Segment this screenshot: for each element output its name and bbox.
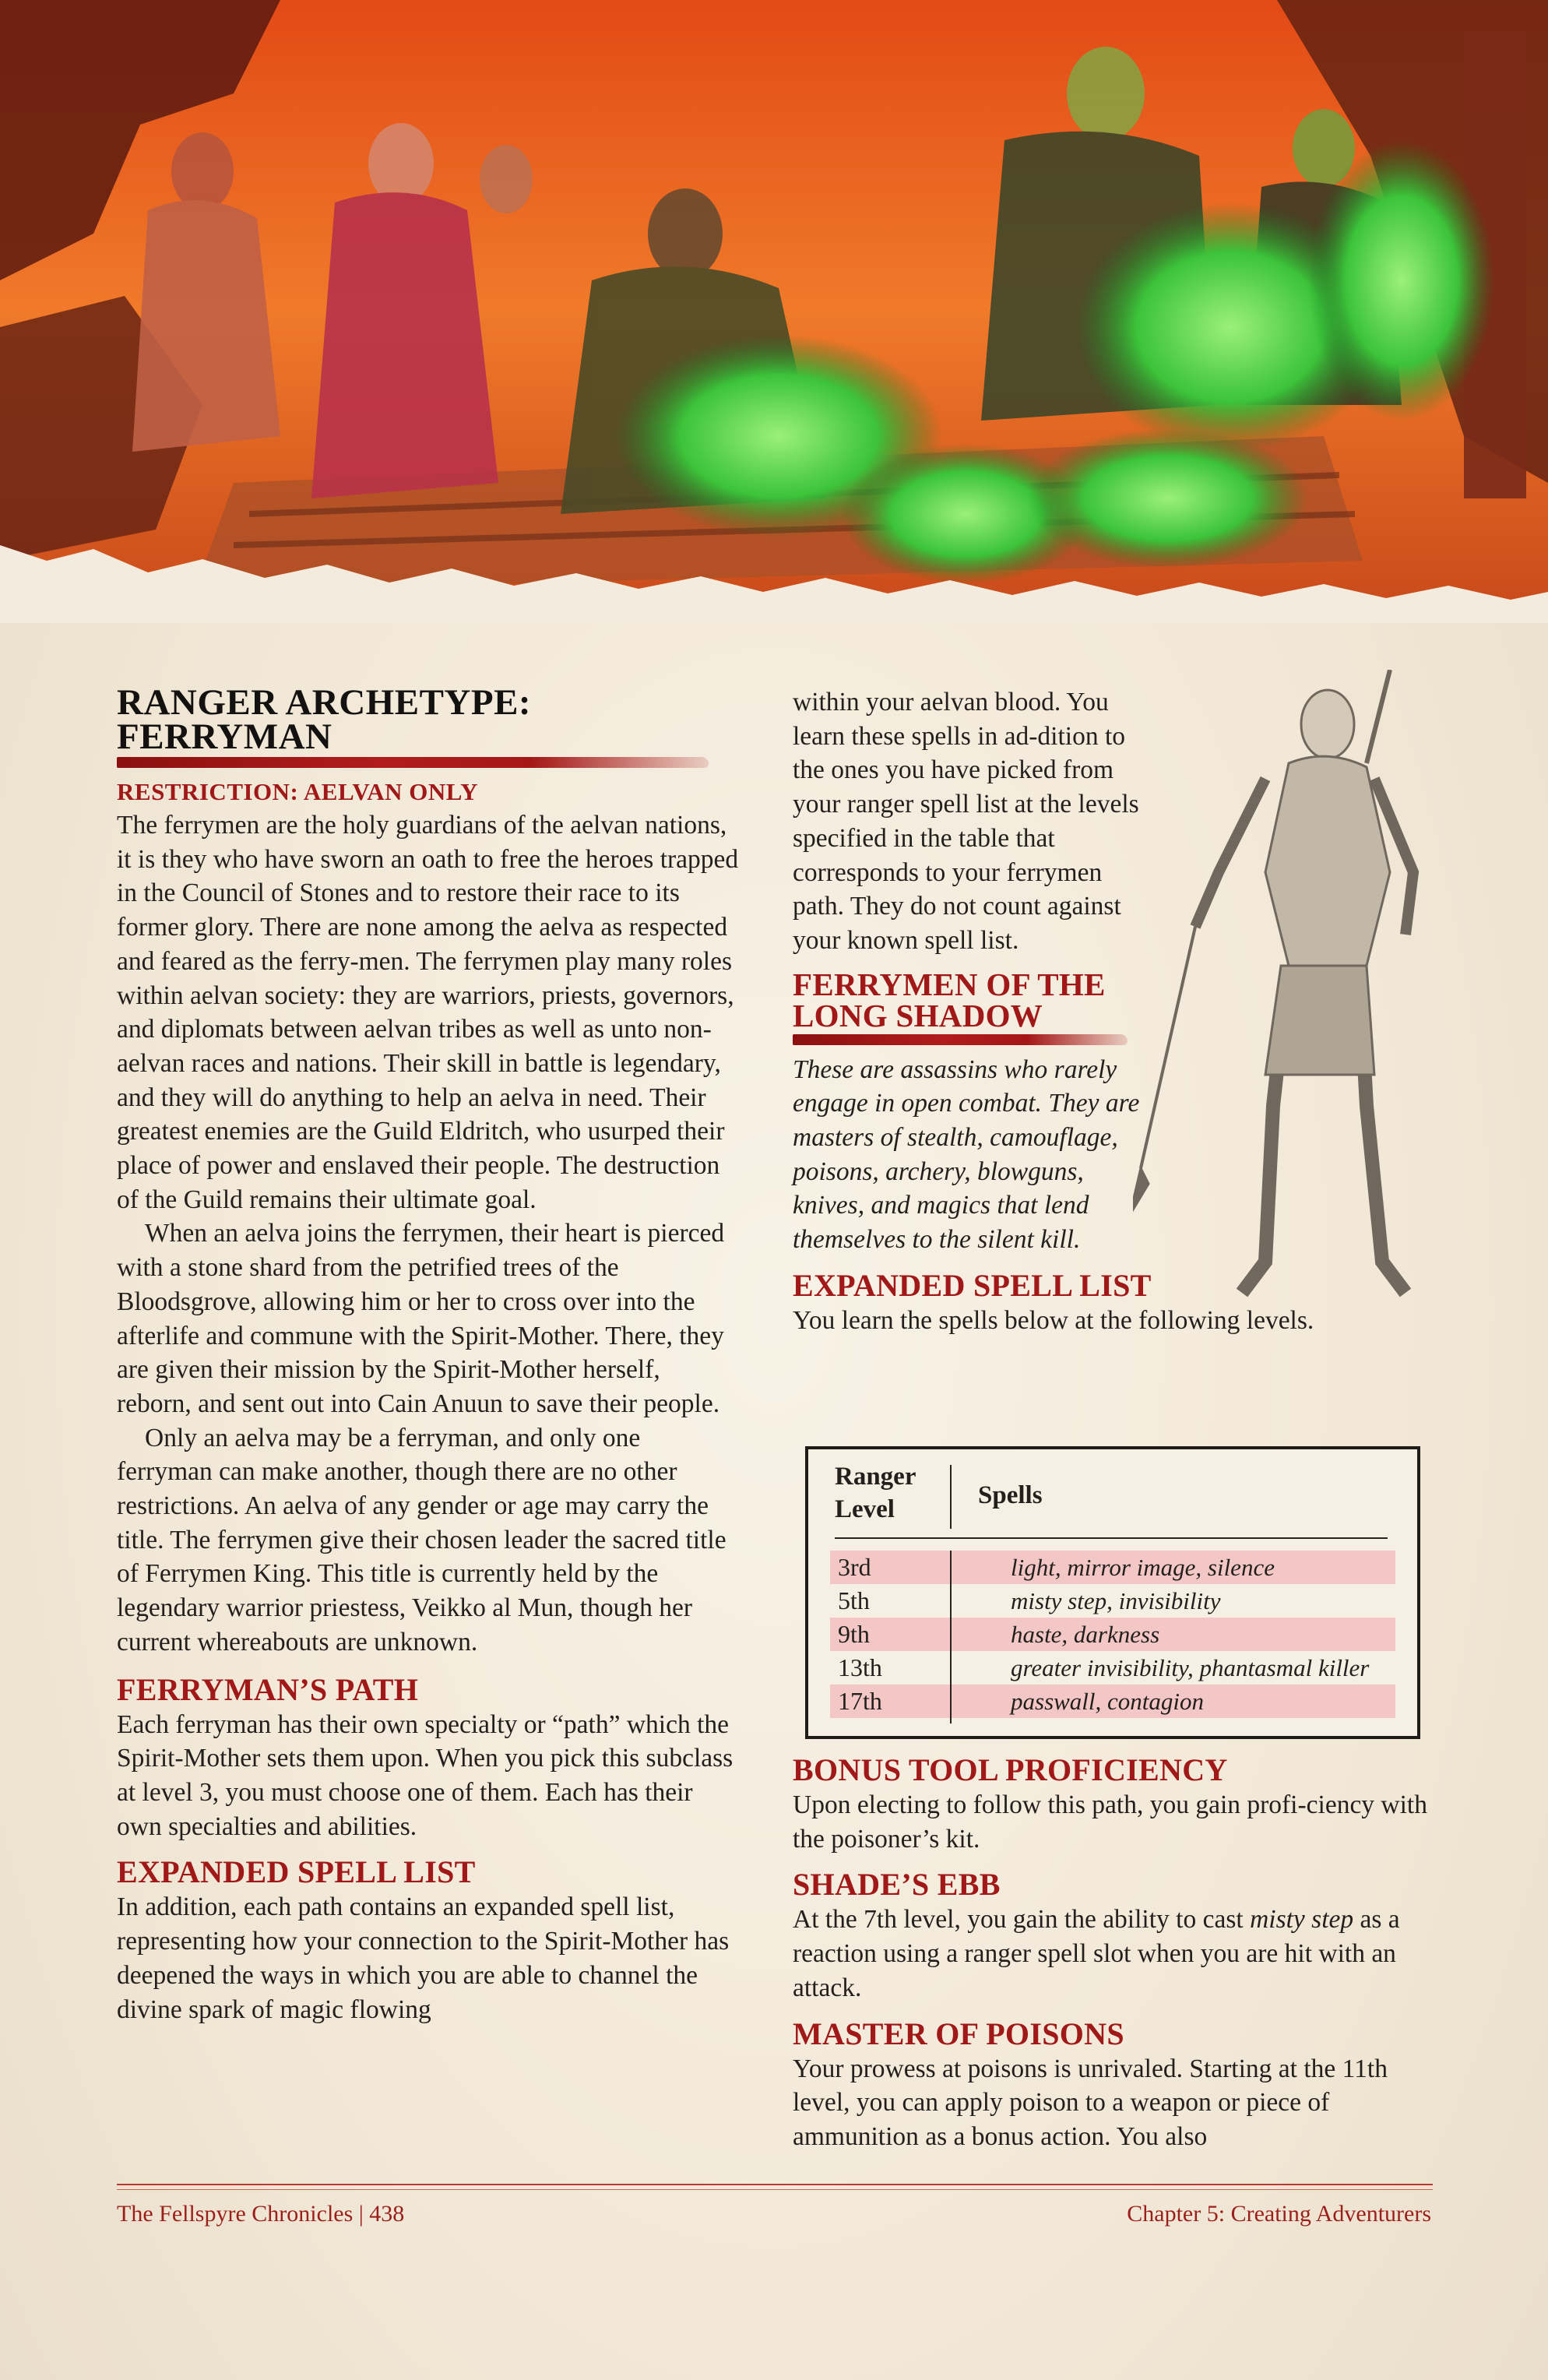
footer-chapter: Chapter 5: Creating Adventurers [1127,2201,1431,2227]
table-cell-spells: passwall, contagion [1011,1688,1205,1715]
table-header-level-line2: Level [835,1495,895,1523]
section-title-line1: RANGER ARCHETYPE: [117,682,532,723]
right-column-lower [793,1752,1431,2154]
footer-rule-thin [117,2189,1433,2190]
restriction-paragraph: Only an aelva may be a ferryman, and only one ferryman can make another, though there are no other restrictions. An aelva of any gender or age may carry the title. The ferrymen give their chosen leader the sacred title of Ferrymen King. This title is currently held by the legendary warrior priestess, Veikko al Mun, though her current whereabouts are unknown. [117,1423,727,1656]
long-shadow-heading [793,966,1431,1033]
spell-table [805,1446,1420,1739]
footer-rule [117,2184,1433,2185]
left-column [117,682,740,2026]
table-row [830,1618,1395,1651]
table-header-divider [950,1465,952,1529]
table-cell-level: 17th [838,1687,882,1715]
long-shadow-heading-line2: LONG SHADOW [793,997,1043,1033]
table-header-rule [835,1537,1388,1539]
expanded-spell-list-heading-right: EXPANDED SPELL LIST [793,1267,1152,1303]
intro-paragraph: The ferrymen are the holy guardians of the aelvan nations, it is they who have sworn an oath to free the heroes trapped in the Council of Stones and to restore their race to its former glory. There are none among the aelva as respected and feared as the ferry-men. The ferrymen play many roles within aelvan society: they are warriors, priests, governors, and diplomats between aelvan tribes as well as unto non-aelvan races and nations. Their skill in battle is legendary, and they will do anything to help an aelva in need. Their greatest enemies are the Guild Eldritch, who usurped their place of power and enslaved their people. The destruction of the Guild remains their ultimate goal. [117,811,739,1214]
table-cell-level: 5th [838,1586,870,1614]
table-header-level-line1: Ranger [835,1463,916,1491]
footer-book-page: The Fellspyre Chronicles | 438 [117,2201,405,2227]
long-shadow-heading-line1: FERRYMEN OF THE [793,966,1106,1002]
expanded-spell-list-heading-left: EXPANDED SPELL LIST [117,1854,476,1890]
table-cell-level: 13th [838,1653,882,1681]
table-cell-spells: misty step, invisibility [1011,1587,1221,1614]
shades-ebb-heading: SHADE’S EBB [793,1867,1001,1903]
header-illustration [0,0,1548,623]
table-column-divider [950,1551,952,1723]
table-header-level [835,1460,952,1526]
continued-paragraph: within your aelvan blood. You learn these spells in ad-dition to the ones you have picked from your ranger spell list at the levels specified in the table that corresponds to your ferrymen path. They do not count against your known spell list. [793,688,1139,955]
expanded-spell-list-paragraph-left: In addition, each path contains an expanded spell list, representing how your connection to the Spirit-Mother has deepened the ways in which you are able to channel the divine spark of magic flowing [117,1892,730,2024]
table-header-spells: Spells [978,1481,1043,1509]
table-row [830,1651,1395,1685]
table-cell-level: 9th [838,1620,870,1648]
long-shadow-description: These are assassins who rarely engage in open combat. They are masters of stealth, camouflage, poisons, archery, blowguns, knives, and magics that lend themselves to the silent kill. [793,1054,1140,1255]
title-underline-brush [117,757,709,768]
illustration-art [0,0,1548,623]
right-column [793,685,1431,1338]
restriction-label: RESTRICTION: AELVAN ONLY [117,778,478,805]
bonus-tool-paragraph: Upon electing to follow this path, you gain profi-ciency with the poisoner’s kit. [793,1790,1427,1854]
master-of-poisons-paragraph: Your prowess at poisons is unrivaled. Starting at the 11th level, you can apply poison to a weapon or piece of ammunition as a bonus action. You also [793,2054,1388,2151]
joining-paragraph: When an aelva joins the ferrymen, their heart is pierced with a stone shard from the petrified trees of the Bloodsgrove, allowing him or her to cross over into the afterlife and commune with the Spirit-Mother. There, they are given their mission by the Spirit-Mother herself, reborn, and sent out into Cain Anuun to save their people. [117,1219,725,1418]
shades-ebb-text-a: At the 7th level, you gain the ability to cast [793,1905,1251,1935]
expanded-spell-list-intro: You learn the spells below at the following levels. [793,1305,1314,1335]
master-of-poisons-heading: MASTER OF POISONS [793,2016,1124,2051]
ferrymans-path-paragraph: Each ferryman has their own specialty or “path” which the Spirit-Mother sets them upon. When you pick this subclass at level 3, you must choose one of them. Each has their own specialties and abilities. [117,1709,734,1841]
section-title [117,682,740,757]
shades-ebb-paragraph [793,1903,1431,2005]
table-cell-spells: haste, darkness [1011,1621,1160,1648]
shades-ebb-text-b: as a reaction using a ranger spell slot when you are hit with an attack. [793,1905,1400,2002]
section-title-line2: FERRYMAN [117,716,332,757]
table-cell-spells: light, mirror image, silence [1011,1554,1275,1581]
long-shadow-underline-brush [793,1034,1128,1045]
table-row [830,1685,1395,1718]
table-row [830,1551,1395,1584]
shades-ebb-spell: misty step [1250,1905,1354,1935]
bonus-tool-heading: BONUS TOOL PROFICIENCY [793,1752,1228,1787]
table-cell-spells: greater invisibility, phantasmal killer [1011,1654,1370,1681]
table-cell-level: 3rd [838,1553,871,1581]
table-row [830,1584,1395,1618]
ferrymans-path-heading: FERRYMAN’S PATH [117,1671,419,1707]
